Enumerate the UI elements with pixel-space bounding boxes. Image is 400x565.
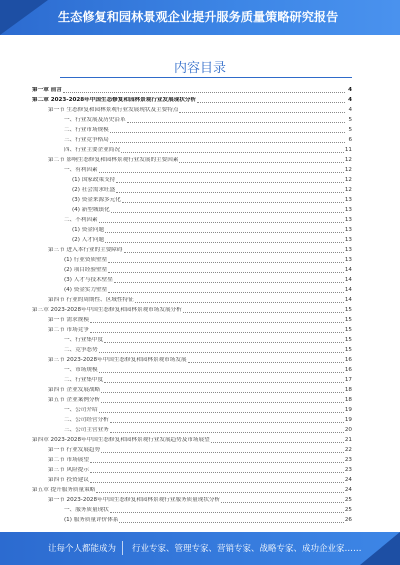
toc-dot-leader xyxy=(110,141,345,143)
toc-dot-leader xyxy=(101,401,344,403)
toc-entry-label: (4) 资金实力壁垒 xyxy=(64,287,108,293)
toc-entry-page: 12 xyxy=(344,177,352,183)
toc-entry[interactable] xyxy=(72,234,352,244)
toc-dot-leader xyxy=(211,441,344,443)
toc-entry[interactable] xyxy=(48,444,352,454)
toc-entry-label: 四、行业主要企业简况 xyxy=(64,147,120,153)
toc-entry[interactable] xyxy=(32,304,352,314)
toc-entry-label: 第一节 行业发展趋势 xyxy=(48,447,101,453)
toc-entry[interactable] xyxy=(72,184,352,194)
toc-entry[interactable] xyxy=(48,154,352,164)
toc-entry-label: 二、竞争态势 xyxy=(64,347,98,353)
footer-divider xyxy=(122,541,123,555)
toc-entry-label: (1) 服务质量评价体系 xyxy=(64,517,119,523)
toc-entry[interactable] xyxy=(64,144,352,154)
toc-entry-page: 11 xyxy=(344,147,352,153)
toc-entry-page: 4 xyxy=(348,97,352,103)
toc-entry-page: 16 xyxy=(344,367,352,373)
toc-entry-label: 一、公司介绍 xyxy=(64,407,98,413)
toc-dot-leader xyxy=(99,221,344,223)
toc-entry-page: 15 xyxy=(344,337,352,343)
toc-entry[interactable] xyxy=(64,284,352,294)
toc-entry-page: 14 xyxy=(344,267,352,273)
toc-entry-page: 23 xyxy=(344,467,352,473)
toc-dot-leader xyxy=(63,91,345,93)
toc-entry[interactable] xyxy=(48,474,352,484)
toc-entry-page: 12 xyxy=(344,167,352,173)
toc-dot-leader xyxy=(111,211,344,213)
toc-entry[interactable] xyxy=(64,424,352,434)
toc-dot-leader xyxy=(110,431,344,433)
toc-entry[interactable] xyxy=(48,314,352,324)
toc-dot-leader xyxy=(221,501,344,503)
toc-entry-page: 23 xyxy=(344,457,352,463)
toc-dot-leader xyxy=(90,331,344,333)
toc-entry-label: 二、行业市场规模 xyxy=(64,127,109,133)
toc-entry[interactable] xyxy=(48,294,352,304)
toc-entry-label: 第三章 2023-2028年中国生态修复和园林景观市场发展分析 xyxy=(32,307,182,313)
banner-accent-triangle xyxy=(0,0,48,35)
toc-entry-page: 19 xyxy=(344,407,352,413)
toc-entry-page: 12 xyxy=(344,157,352,163)
toc-entry-label: (4) 新型城镇化 xyxy=(72,207,110,213)
toc-entry[interactable] xyxy=(64,214,352,224)
footer-slogan-left: 让每个人都能成为 xyxy=(48,544,117,554)
toc-dot-leader xyxy=(188,361,344,363)
toc-entry-page: 14 xyxy=(344,287,352,293)
toc-entry-label: 第一节 生态修复和园林景观行业发展现状及主要特点 xyxy=(48,107,179,113)
toc-entry-page: 13 xyxy=(344,217,352,223)
toc-entry-label: 第二章 2023-2028年中国生态修复和园林景观行业发展现状分析 xyxy=(32,97,197,103)
toc-entry-page: 15 xyxy=(344,347,352,353)
toc-entry-label: 一、服务质量现状 xyxy=(64,507,109,513)
toc-entry-page: 4 xyxy=(348,87,352,93)
toc-dot-leader xyxy=(90,321,344,323)
toc-entry-page: 13 xyxy=(344,237,352,243)
toc-dot-leader xyxy=(127,121,345,123)
toc-entry-page: 16 xyxy=(344,357,352,363)
toc-entry-page: 13 xyxy=(344,247,352,253)
toc-entry-page: 6 xyxy=(348,137,352,143)
toc-entry[interactable] xyxy=(32,84,352,94)
toc-entry-page: 24 xyxy=(344,477,352,483)
toc-dot-leader xyxy=(108,291,344,293)
toc-entry[interactable] xyxy=(48,104,352,114)
toc-entry-label: (3) 资金来源多元化 xyxy=(72,197,121,203)
toc-entry[interactable] xyxy=(72,174,352,184)
toc-entry[interactable] xyxy=(64,344,352,354)
toc-entry-page: 4 xyxy=(348,107,352,113)
toc-entry-label: (2) 社会需求旺盛 xyxy=(72,187,116,193)
toc-entry[interactable] xyxy=(64,374,352,384)
toc-entry-label: 第一章 前言 xyxy=(32,87,62,93)
toc-entry-page: 15 xyxy=(344,307,352,313)
report-title: 生态修复和园林景观企业提升服务质量策略研究报告 xyxy=(58,10,339,24)
toc-dot-leader xyxy=(96,491,344,493)
toc-heading: 内容目录 xyxy=(173,61,226,76)
toc-dot-leader xyxy=(179,161,343,163)
toc-entry-label: 二、不利因素 xyxy=(64,217,98,223)
toc-entry[interactable] xyxy=(64,334,352,344)
toc-entry-label: 第三节 2023-2028年中国生态修复和园林景观市场发展 xyxy=(48,357,187,363)
toc-dot-leader xyxy=(104,381,344,383)
header-banner xyxy=(0,0,400,35)
toc-entry-page: 24 xyxy=(344,487,352,493)
toc-entry-label: (1) 国家政策支持 xyxy=(72,177,116,183)
toc-dot-leader xyxy=(101,391,344,393)
toc-entry[interactable] xyxy=(32,94,352,104)
toc-entry-label: 一、行业发展及历史沿革 xyxy=(64,117,126,123)
toc-dot-leader xyxy=(99,171,344,173)
toc-entry[interactable] xyxy=(48,454,352,464)
toc-entry-label: 一、行业集中度 xyxy=(64,337,104,343)
toc-entry-label: 第四节 投资建议 xyxy=(48,477,89,483)
toc-entry-label: 第五节 企业案例分析 xyxy=(48,397,101,403)
toc-entry-page: 14 xyxy=(344,277,352,283)
toc-dot-leader xyxy=(105,241,344,243)
toc-entry[interactable] xyxy=(64,414,352,424)
toc-dot-leader xyxy=(90,471,344,473)
toc-dot-leader xyxy=(114,281,344,283)
toc-entry-page: 13 xyxy=(344,227,352,233)
toc-entry-label: (3) 人才与技术壁垒 xyxy=(64,277,113,283)
toc-entry[interactable] xyxy=(64,254,352,264)
toc-entry-page: 18 xyxy=(344,387,352,393)
toc-entry[interactable] xyxy=(48,464,352,474)
toc-entry[interactable] xyxy=(72,204,352,214)
toc-entry-label: 第四节 企业发展战略 xyxy=(48,387,101,393)
toc-dot-leader xyxy=(110,131,345,133)
toc-entry-label: 第五章 提升服务质量策略 xyxy=(32,487,96,493)
toc-entry-page: 5 xyxy=(348,127,352,133)
toc-entry-page: 21 xyxy=(344,437,352,443)
toc-entry-label: 一、市场规模 xyxy=(64,367,98,373)
toc-dot-leader xyxy=(99,351,344,353)
toc-entry-label: 一、有利因素 xyxy=(64,167,98,173)
toc-entry-page: 12 xyxy=(344,187,352,193)
toc-entry[interactable] xyxy=(48,244,352,254)
toc-entry-page: 25 xyxy=(344,497,352,503)
toc-entry-label: 第二节 市场竞争 xyxy=(48,327,89,333)
toc-entry-label: (1) 行业资质壁垒 xyxy=(64,257,108,263)
toc-entry[interactable] xyxy=(72,224,352,234)
toc-entry[interactable] xyxy=(64,264,352,274)
toc-entry-label: 第三节 进入本行业的主要障碍 xyxy=(48,247,123,253)
toc-entry[interactable] xyxy=(64,134,352,144)
toc-entry[interactable] xyxy=(64,364,352,374)
toc-entry-label: 二、行业集中度 xyxy=(64,377,104,383)
toc-entry[interactable] xyxy=(48,324,352,334)
toc-entry-label: 第二节 市场展望 xyxy=(48,457,89,463)
toc-entry[interactable] xyxy=(48,494,352,504)
toc-entry-page: 15 xyxy=(344,327,352,333)
toc-entry-page: 13 xyxy=(344,257,352,263)
toc-entry-label: 第四节 行业的周期性、区域性特征 xyxy=(48,297,134,303)
toc-entry-label: 第一节 2023-2028年中国生态修复和园林景观行业服务质量现状分析 xyxy=(48,497,221,503)
toc-dot-leader xyxy=(110,511,344,513)
toc-entry[interactable] xyxy=(64,124,352,134)
toc-dot-leader xyxy=(121,151,344,153)
toc-entry-page: 26 xyxy=(344,517,352,523)
toc-entry-page: 17 xyxy=(344,377,352,383)
toc-entry-page: 13 xyxy=(344,197,352,203)
toc-entry-page: 20 xyxy=(344,427,352,433)
toc-entry-label: 三、公司主营业务 xyxy=(64,427,109,433)
toc-entry[interactable] xyxy=(72,194,352,204)
toc-dot-leader xyxy=(105,231,344,233)
toc-entry-label: 第一节 需求规模 xyxy=(48,317,89,323)
footer-accent-triangle xyxy=(360,532,400,565)
toc-entry-page: 14 xyxy=(344,297,352,303)
toc-dot-leader xyxy=(122,201,344,203)
toc-entry[interactable] xyxy=(64,114,352,124)
toc-dot-leader xyxy=(110,421,344,423)
toc-entry-label: 第四章 2023-2028年中国生态修复和园林景观行业发展趋势及市场展望 xyxy=(32,437,210,443)
footer-banner xyxy=(0,532,400,565)
toc-entry[interactable] xyxy=(32,434,352,444)
toc-dot-leader xyxy=(108,271,344,273)
toc-dot-leader xyxy=(90,461,344,463)
toc-dot-leader xyxy=(119,521,343,523)
toc-entry[interactable] xyxy=(32,484,352,494)
toc-entry-page: 19 xyxy=(344,417,352,423)
toc-entry-label: (1) 资金问题 xyxy=(72,227,105,233)
toc-entry[interactable] xyxy=(64,404,352,414)
toc-entry-label: 二、公司经营分析 xyxy=(64,417,109,423)
toc-entry[interactable] xyxy=(64,164,352,174)
toc-entry-label: (2) 人才问题 xyxy=(72,237,105,243)
toc-entry[interactable] xyxy=(48,354,352,364)
toc-entry[interactable] xyxy=(64,274,352,284)
toc-entry[interactable] xyxy=(64,514,352,524)
toc-dot-leader xyxy=(116,181,344,183)
toc-entry-page: 15 xyxy=(344,317,352,323)
toc-entry[interactable] xyxy=(48,384,352,394)
toc-dot-leader xyxy=(99,411,344,413)
footer-slogan-right: 行业专家、管理专家、营销专家、战略专家、成功企业家…… xyxy=(132,544,362,554)
toc-entry-page: 25 xyxy=(344,507,352,513)
toc-dot-leader xyxy=(135,301,344,303)
toc-entry-label: 第三节 风险提示 xyxy=(48,467,89,473)
toc-entry-page: 5 xyxy=(348,117,352,123)
toc-dot-leader xyxy=(101,451,344,453)
toc-entry-label: (2) 项目经验壁垒 xyxy=(64,267,108,273)
toc-dot-leader xyxy=(99,371,344,373)
toc-heading-rule xyxy=(60,77,352,78)
toc-dot-leader xyxy=(90,481,344,483)
toc-entry-page: 13 xyxy=(344,207,352,213)
toc-entry-label: 第二节 影响生态修复和园林景观行业发展的主要因素 xyxy=(48,157,179,163)
toc-dot-leader xyxy=(197,101,345,103)
toc-dot-leader xyxy=(183,311,344,313)
toc-dot-leader xyxy=(124,251,344,253)
toc-dot-leader xyxy=(108,261,344,263)
toc-entry-page: 18 xyxy=(344,397,352,403)
toc-entry-label: 三、行业竞争格局 xyxy=(64,137,109,143)
toc-entry[interactable] xyxy=(48,394,352,404)
toc-entry-page: 22 xyxy=(344,447,352,453)
toc-dot-leader xyxy=(116,191,344,193)
toc-entry[interactable] xyxy=(64,504,352,514)
toc-dot-leader xyxy=(104,341,344,343)
toc-dot-leader xyxy=(179,111,345,113)
